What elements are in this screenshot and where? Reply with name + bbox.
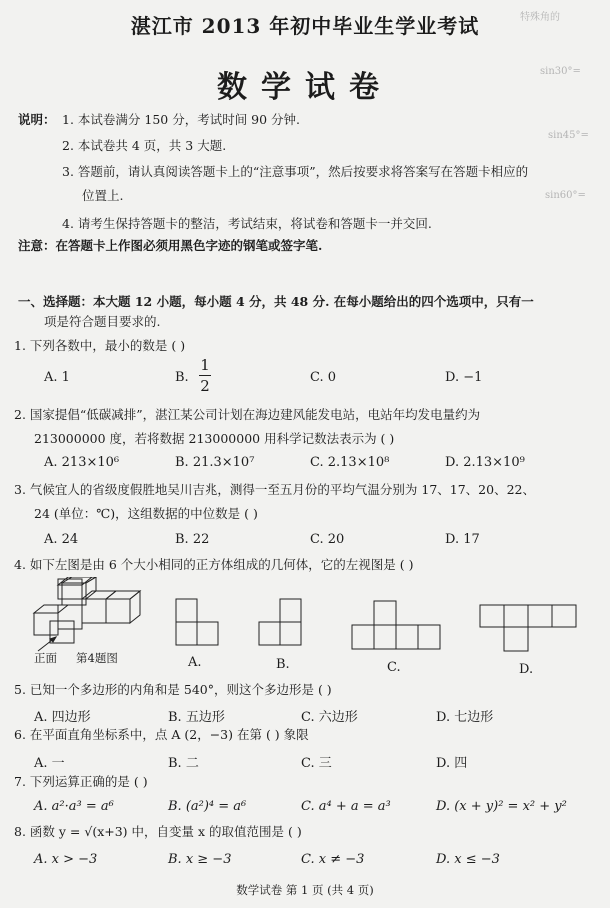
option-b: B. x ≥ −3 — [168, 852, 232, 867]
fraction-denominator: 2 — [200, 377, 210, 395]
question-stem: 7. 下列运算正确的是 ( ) — [14, 774, 148, 789]
option-a: A. — [188, 655, 202, 670]
option-b-fraction — [199, 356, 211, 395]
option-d: D. 四 — [436, 756, 468, 771]
option-c: C. 六边形 — [301, 710, 358, 725]
option-b-label: B. — [175, 370, 189, 385]
option-c: C. x ≠ −3 — [301, 852, 365, 867]
option-b: B. 22 — [175, 532, 210, 547]
bleed-through-text: sin30°= — [540, 66, 581, 77]
instructions-label: 说明： — [18, 112, 56, 127]
solid-figure — [28, 577, 158, 655]
question-stem-cont: 24 (单位：℃)，这组数据的中位数是 ( ) — [34, 506, 258, 521]
instruction-item: 2. 本试卷共 4 页，共 3 大题. — [62, 138, 227, 153]
instruction-item: 位置上. — [82, 188, 124, 203]
option-d: D. 17 — [445, 532, 480, 547]
option-a: A. 一 — [34, 756, 65, 771]
option-b: B. 五边形 — [168, 710, 225, 725]
option-d: D. (x + y)² = x² + y² — [436, 799, 567, 814]
option-d: D. −1 — [445, 370, 483, 385]
option-b: B. — [276, 657, 290, 672]
question-stem: 5. 已知一个多边形的内角和是 540°，则这个多边形是 ( ) — [14, 682, 332, 697]
bleed-through-text: 特殊角的 — [520, 12, 560, 23]
question-stem: 8. 函数 y = √(x+3) 中，自变量 x 的取值范围是 ( ) — [14, 824, 302, 839]
question-stem-cont: 213000000 度，若将数据 213000000 用科学记数法表示为 ( ) — [34, 431, 395, 446]
option-d: D. — [519, 662, 534, 677]
option-c: C. a⁴ + a = a³ — [301, 799, 391, 814]
option-c: C. — [387, 660, 401, 675]
option-d-figure — [478, 604, 578, 654]
bleed-through-text: sin45°= — [548, 130, 589, 141]
fraction-numerator: 1 — [200, 356, 210, 374]
option-b: B. 二 — [168, 756, 199, 771]
option-c: C. 0 — [310, 370, 337, 385]
option-c: C. 20 — [310, 532, 345, 547]
option-b-figure — [258, 598, 302, 646]
question-stem: 4. 如下左图是由 6 个大小相同的正方体组成的几何体，它的左视图是 ( ) — [14, 557, 414, 572]
option-c-figure — [350, 600, 442, 650]
option-c: C. 三 — [301, 756, 332, 771]
front-label: 正面 — [34, 651, 57, 665]
instruction-item: 1. 本试卷满分 150 分，考试时间 90 分钟. — [62, 112, 301, 127]
option-b: B. (a²)⁴ = a⁶ — [168, 799, 247, 814]
instruction-item: 4. 请考生保持答题卡的整洁，考试结束，将试卷和答题卡一并交回. — [62, 216, 432, 231]
instructions-note: 注意：在答题卡上作图必须用黑色字迹的钢笔或签字笔. — [18, 238, 323, 253]
option-a-figure — [175, 598, 219, 646]
option-d: D. 七边形 — [436, 710, 494, 725]
option-a: A. 213×10⁶ — [44, 455, 120, 470]
question-stem: 6. 在平面直角坐标系中，点 A (2，−3) 在第 ( ) 象限 — [14, 727, 309, 742]
bleed-through-text: sin60°= — [545, 190, 586, 201]
page-footer: 数学试卷 第 1 页 (共 4 页) — [236, 883, 374, 897]
section-heading: 一、选择题：本大题 12 小题，每小题 4 分，共 48 分. 在每小题给出的四个选项中，只有一 — [18, 294, 534, 309]
option-a: A. 1 — [44, 370, 70, 385]
option-c: C. 2.13×10⁸ — [310, 455, 390, 470]
question-stem: 3. 气候宜人的省级度假胜地吴川吉兆，测得一至五月份的平均气温分别为 17、17、20、22、 — [14, 482, 535, 497]
option-d: D. x ≤ −3 — [436, 852, 500, 867]
section-heading-cont: 项是符合题目要求的. — [44, 314, 161, 329]
figure-caption: 第4题图 — [76, 651, 118, 665]
option-a: A. x > −3 — [34, 852, 98, 867]
option-b: B. 21.3×10⁷ — [175, 455, 255, 470]
option-d: D. 2.13×10⁹ — [445, 455, 525, 470]
option-a: A. a²·a³ = a⁶ — [34, 799, 114, 814]
instruction-item: 3. 答题前，请认真阅读答题卡上的“注意事项”，然后按要求将答案写在答题卡相应的 — [62, 164, 529, 179]
exam-subtitle: 数学试卷 — [217, 70, 393, 105]
question-stem: 2. 国家提倡“低碳减排”，湛江某公司计划在海边建风能发电站，电站年均发电量约为 — [14, 407, 481, 422]
option-a: A. 24 — [44, 532, 79, 547]
question-stem: 1. 下列各数中，最小的数是 ( ) — [14, 338, 186, 353]
exam-title: 湛江市 2013 年初中毕业生学业考试 — [130, 14, 480, 38]
option-a: A. 四边形 — [34, 710, 91, 725]
